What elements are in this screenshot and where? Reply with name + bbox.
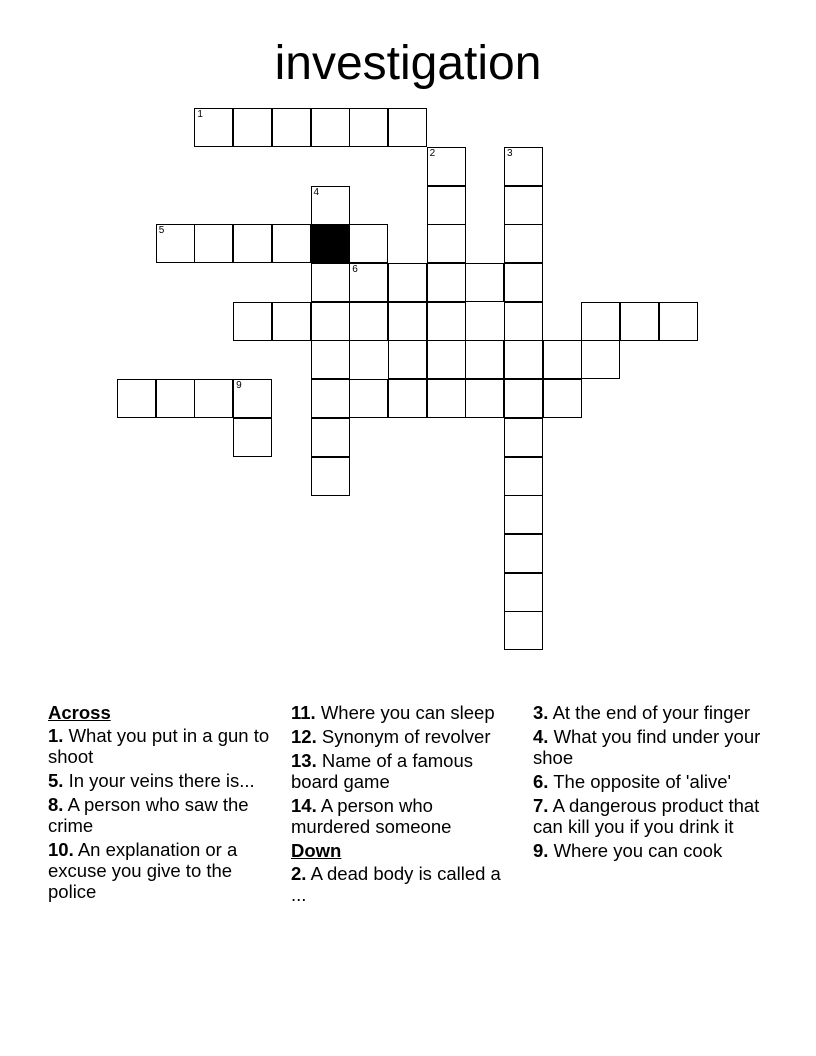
- clue-across-13: 13. Name of a famous board game: [291, 750, 474, 792]
- grid-cell[interactable]: [620, 302, 659, 341]
- grid-cell[interactable]: [388, 263, 427, 302]
- clue-column-1: [48, 702, 273, 905]
- grid-cell[interactable]: [465, 379, 504, 418]
- puzzle-title: investigation: [274, 37, 542, 90]
- grid-cell[interactable]: [233, 224, 272, 263]
- clue-down-3: 3. At the end of your finger: [533, 702, 751, 723]
- grid-cell[interactable]: [272, 302, 311, 341]
- clue-down-2: 2. A dead body is called a ...: [291, 863, 501, 905]
- grid-cell[interactable]: [388, 340, 427, 379]
- grid-cell[interactable]: [311, 340, 350, 379]
- grid-cell[interactable]: [504, 224, 543, 263]
- grid-cell[interactable]: [427, 186, 466, 225]
- clue-number: 9: [236, 380, 242, 392]
- grid-cell[interactable]: [427, 147, 466, 186]
- grid-cell[interactable]: [388, 379, 427, 418]
- grid-cell[interactable]: [311, 263, 350, 302]
- grid-cell[interactable]: [504, 611, 543, 650]
- grid-cell[interactable]: [504, 418, 543, 457]
- clue-across-5: 5. In your veins there is...: [48, 770, 255, 791]
- grid-cell[interactable]: [156, 224, 195, 263]
- grid-cell[interactable]: [233, 379, 272, 418]
- grid-cell[interactable]: [272, 224, 311, 263]
- grid-cell[interactable]: [581, 340, 620, 379]
- clue-down-6: 6. The opposite of 'alive': [533, 771, 732, 792]
- grid-cell[interactable]: [504, 147, 543, 186]
- grid-cell[interactable]: [388, 108, 427, 147]
- grid-cell[interactable]: [349, 224, 388, 263]
- clue-across-8: 8. A person who saw the crime: [48, 794, 249, 836]
- grid-cell[interactable]: [504, 457, 543, 496]
- grid-cell[interactable]: [427, 379, 466, 418]
- grid-cell[interactable]: [194, 379, 233, 418]
- grid-cell[interactable]: [311, 418, 350, 457]
- grid-cell[interactable]: [659, 302, 698, 341]
- grid-cell[interactable]: [311, 379, 350, 418]
- grid-cell[interactable]: [427, 224, 466, 263]
- grid-cell[interactable]: [388, 302, 427, 341]
- grid-cell[interactable]: [349, 108, 388, 147]
- grid-cell[interactable]: [194, 224, 233, 263]
- grid-cell[interactable]: [311, 302, 350, 341]
- clue-column-2: [291, 702, 516, 908]
- clue-down-4: 4. What you find under your shoe: [533, 726, 761, 768]
- grid-cell[interactable]: [504, 186, 543, 225]
- black-cell: [311, 224, 350, 263]
- grid-cell[interactable]: [504, 379, 543, 418]
- clue-across-10: 10. An explanation or a excuse you give to the police: [48, 839, 238, 902]
- grid-cell[interactable]: [427, 263, 466, 302]
- clue-across-12: 12. Synonym of revolver: [291, 726, 491, 747]
- grid-cell[interactable]: [427, 340, 466, 379]
- grid-cell[interactable]: [349, 379, 388, 418]
- grid-cell[interactable]: [233, 302, 272, 341]
- clue-across-11: 11. Where you can sleep: [291, 702, 495, 723]
- grid-cell[interactable]: [233, 108, 272, 147]
- grid-cell[interactable]: [504, 495, 543, 534]
- grid-cell[interactable]: [272, 108, 311, 147]
- grid-cell[interactable]: [504, 534, 543, 573]
- grid-cell[interactable]: [465, 263, 504, 302]
- grid-cell[interactable]: [543, 340, 582, 379]
- clue-down-9: 9. Where you can cook: [533, 840, 723, 861]
- clue-number: 3: [507, 147, 513, 159]
- grid-cell[interactable]: [349, 302, 388, 341]
- clue-number: 4: [313, 186, 320, 198]
- grid-cell[interactable]: [156, 379, 195, 418]
- grid-cell[interactable]: [427, 302, 466, 341]
- clue-number: 1: [197, 109, 203, 121]
- grid-cell[interactable]: [543, 379, 582, 418]
- grid-cell[interactable]: [233, 418, 272, 457]
- grid-cell[interactable]: [504, 573, 543, 612]
- grid-cell[interactable]: [311, 186, 350, 225]
- clue-across-1: 1. What you put in a gun to shoot: [48, 725, 270, 767]
- down-heading: Down: [291, 840, 342, 861]
- across-heading: Across: [48, 702, 111, 723]
- grid-cell[interactable]: [581, 302, 620, 341]
- grid-cell[interactable]: [504, 340, 543, 379]
- grid-cell[interactable]: [311, 108, 350, 147]
- grid-cell[interactable]: [194, 108, 233, 147]
- grid-cell[interactable]: [117, 379, 156, 418]
- grid-cell[interactable]: [465, 340, 504, 379]
- clue-across-14: 14. A person who murdered someone: [291, 795, 452, 837]
- clue-column-3: [533, 702, 778, 864]
- grid-cell[interactable]: [504, 263, 543, 302]
- grid-cell[interactable]: [311, 457, 350, 496]
- grid-cell[interactable]: [349, 263, 388, 302]
- clue-down-7: 7. A dangerous product that can kill you if you drink it: [533, 795, 760, 837]
- grid-cell[interactable]: [504, 302, 543, 341]
- clue-number: 2: [429, 147, 436, 159]
- clue-number: 5: [158, 225, 165, 237]
- clue-number: 6: [352, 264, 358, 275]
